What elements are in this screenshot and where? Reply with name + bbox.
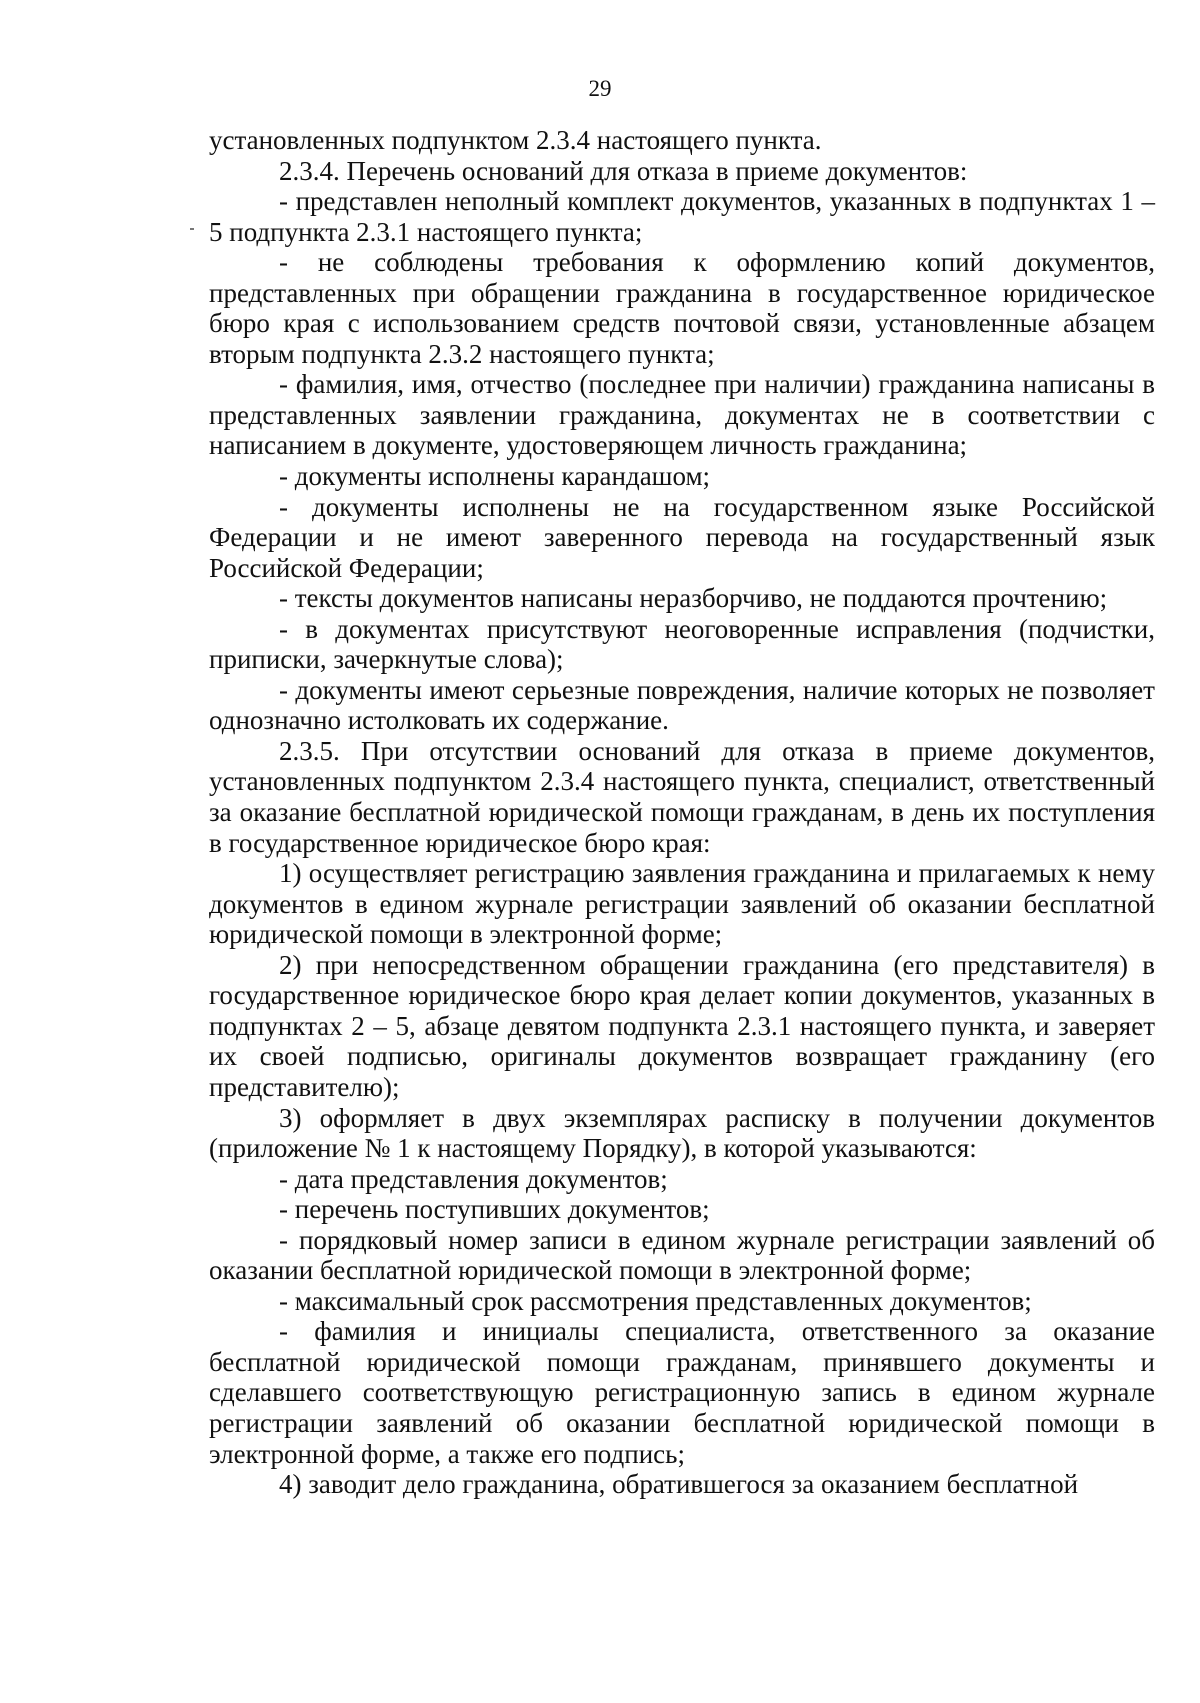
list-item-incomplete-set: - представлен неполный комплект документов, указанных в подпунктах 1 – 5 подпункта 2.3.1 настоящего пункта; — [209, 186, 1155, 247]
list-item-corrections: - в документах присутствуют неоговоренные исправления (подчистки, приписки, зачеркнутые слова); — [209, 613, 1155, 675]
list-item-document-list: - перечень поступивших документов; — [279, 1194, 710, 1225]
list-item-language: - документы исполнены не на государственном языке Российской Федерации и не имеют заверенного перевода на государственный язык Российской Федерации; — [209, 491, 1155, 583]
list-item-illegible: - тексты документов написаны неразборчиво, не поддаются прочтению; — [279, 583, 1108, 614]
list-item-case-file: 4) заводит дело гражданина, обратившегося за оказанием бесплатной — [279, 1469, 1079, 1500]
list-item-specialist: - фамилия и инициалы специалиста, ответственного за оказание бесплатной юридической помощи гражданам, принявшего документы и сделавшего соответствующую регистрационную запись в едином журнале регистрации заявлений об оказании бесплатной юридической помощи в электронной форме, а также его подпись; — [209, 1316, 1155, 1469]
list-item-damage: - документы имеют серьезные повреждения, наличие которых не позволяет однозначно истолковать их содержание. — [209, 674, 1155, 736]
document-body — [209, 125, 1155, 1500]
list-item-name-mismatch: - фамилия, имя, отчество (последнее при наличии) гражданина написаны в представленных заявлении гражданина, документах не в соответствии с написанием в документе, удостоверяющем личность гражданина; — [209, 369, 1155, 461]
list-item-max-term: - максимальный срок рассмотрения представленных документов; — [279, 1285, 1032, 1316]
paragraph-continuation: установленных подпунктом 2.3.4 настоящего пункта. — [209, 125, 822, 155]
list-item-copy-requirements: - не соблюдены требования к оформлению копий документов, представленных при обращении гражданина в государственное юридическое бюро края с использованием средств почтовой связи, установленные абзацем вторым подпункта 2.3.2 настоящего пункта; — [209, 247, 1155, 369]
list-item-date: - дата представления документов; — [279, 1163, 668, 1194]
list-item-copies: 2) при непосредственном обращении гражданина (его представителя) в государственное юридическое бюро края делает копии документов, указанных в подпунктах 2 – 5, абзаце девятом подпункта 2.3.1 настоящего пункта, и заверяет их своей подписью, оригиналы документов возвращает гражданину (его представителю); — [209, 949, 1155, 1102]
list-item-record-number: - порядковый номер записи в едином журнале регистрации заявлений об оказании бесплатной юридической помощи в электронной форме; — [209, 1224, 1155, 1286]
list-item-receipt: 3) оформляет в двух экземплярах расписку в получении документов (приложение № 1 к настоящему Порядку), в которой указываются: — [209, 1102, 1155, 1164]
paragraph-2-3-4-heading: 2.3.4. Перечень оснований для отказа в приеме документов: — [279, 155, 968, 186]
page-number: 29 — [588, 76, 612, 101]
list-item-registration: 1) осуществляет регистрацию заявления гражданина и прилагаемых к нему документов в едином журнале регистрации заявлений об оказании бесплатной юридической помощи в электронной форме; — [209, 858, 1155, 950]
list-item-pencil: - документы исполнены карандашом; — [279, 461, 711, 492]
paragraph-2-3-5: 2.3.5. При отсутствии оснований для отказа в приеме документов, установленных подпунктом 2.3.4 настоящего пункта, специалист, ответственный за оказание бесплатной юридической помощи гражданам, в день их поступления в государственное юридическое бюро края: — [209, 735, 1155, 858]
scan-mark — [190, 228, 194, 230]
